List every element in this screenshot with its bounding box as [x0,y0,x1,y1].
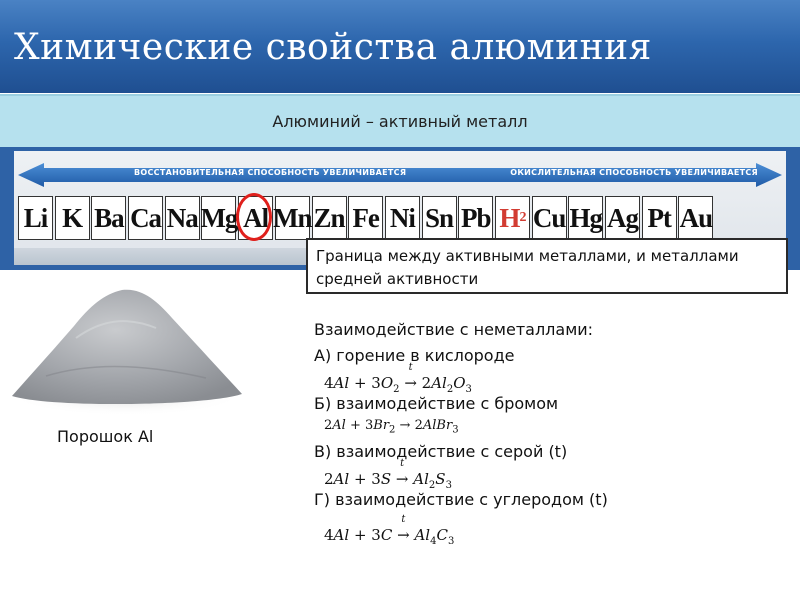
subtitle-bar [0,94,800,148]
slide-title: Химические свойства алюминия [14,27,652,68]
reaction-c-label: В) взаимодействие с серой (t) [314,442,568,461]
element-h2: H 2 [495,196,530,240]
element-cu: Cu [532,196,567,240]
reaction-d-label: Г) взаимодействие с углеродом (t) [314,490,608,509]
reaction-a-equation: $4Al + 3O_2$ → t $2Al_2O_3$ [324,362,472,395]
reaction-d-equation: 4Al + 3C → t $Al_4C_3$ [324,514,455,547]
reaction-c-equation: 2Al + 3S → t $Al_2S_3$ [324,458,452,491]
element-row [18,196,715,240]
reaction-b-label: Б) взаимодействие с бромом [314,394,559,413]
element-hg: Hg [568,196,603,240]
element-pt: Pt [642,196,677,240]
element-ba: Ba [91,196,126,240]
element-pb: Pb [458,196,493,240]
reducing-ability-label: ВОССТАНОВИТЕЛЬНАЯ СПОСОБНОСТЬ УВЕЛИЧИВАЕТСЯ [134,168,407,177]
element-ca: Ca [128,196,163,240]
element-sn: Sn [422,196,457,240]
element-al-symbol: Al [243,202,269,233]
reaction-b-equation: $2Al + 3Br_2$ → 2AlBr$_3$ [324,418,459,436]
element-zn: Zn [312,196,347,240]
element-au: Au [678,196,713,240]
title-bar [0,0,800,93]
element-fe: Fe [348,196,383,240]
element-na: Na [165,196,200,240]
highlight-circle-icon [236,193,272,241]
reaction-a-label: А) горение в кислороде [314,346,515,365]
element-ag: Ag [605,196,640,240]
boundary-callout: Граница между активными металлами, и металлами средней активности [306,238,788,294]
slide-subtitle: Алюминий – активный металл [272,112,528,131]
element-ni: Ni [385,196,420,240]
element-mn: Mn [275,196,310,240]
aluminum-powder-image [6,268,246,418]
oxidizing-ability-label: ОКИСЛИТЕЛЬНАЯ СПОСОБНОСТЬ УВЕЛИЧИВАЕТСЯ [510,168,758,177]
element-k: K [55,196,90,240]
reactions-heading: Взаимодействие с неметаллами: [314,320,594,339]
element-li: Li [18,196,53,240]
element-mg: Mg [201,196,236,240]
element-al [238,196,273,240]
powder-caption: Порошок Al [57,427,154,446]
